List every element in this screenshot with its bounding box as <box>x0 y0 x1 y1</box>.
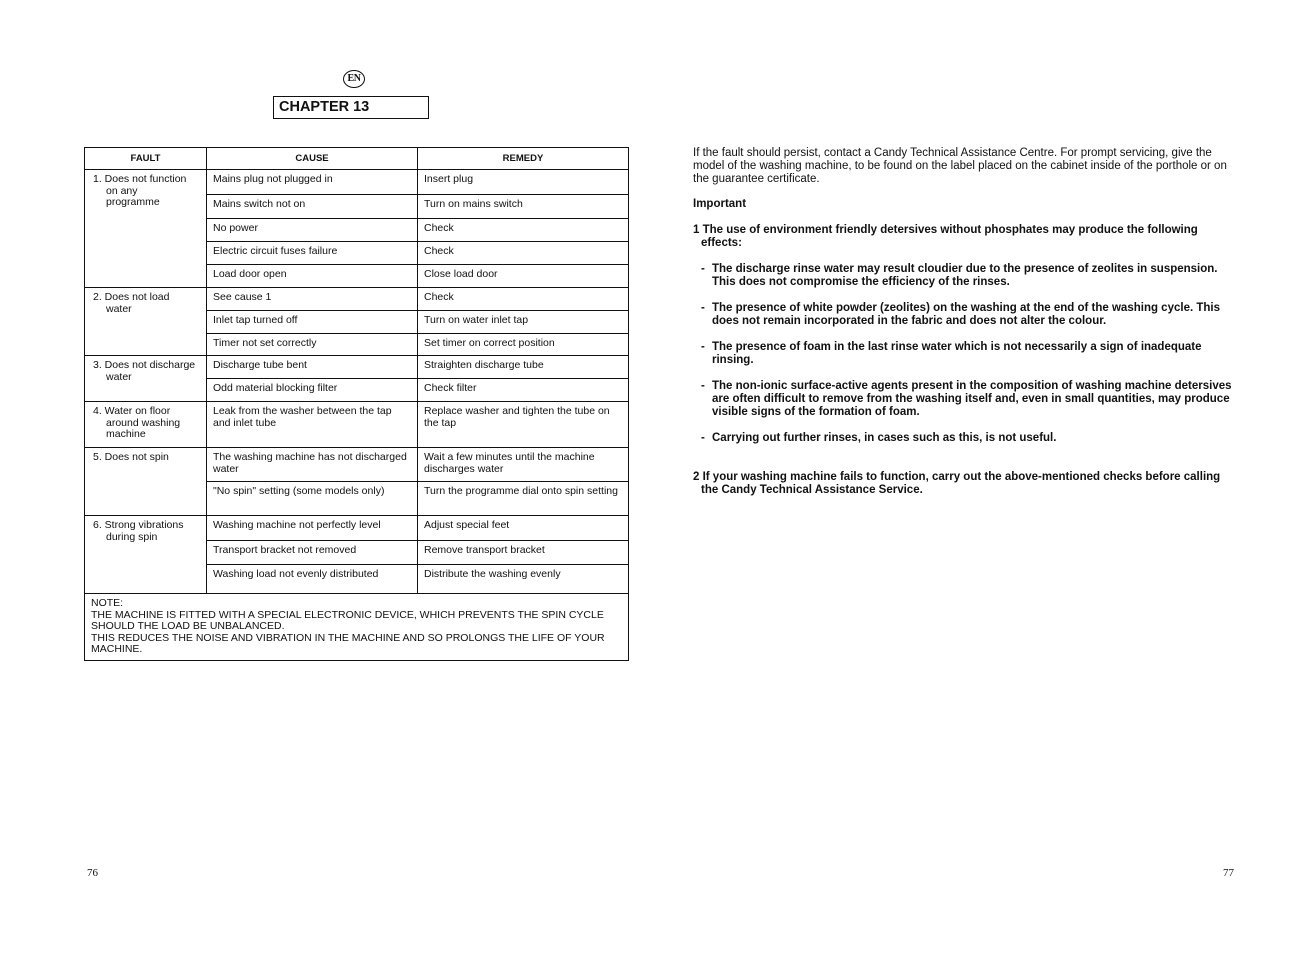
table-row <box>85 448 629 482</box>
fault-label: 5. Does not spin <box>93 451 169 463</box>
dash-marker: - <box>701 302 705 314</box>
cause-cell: See cause 1 <box>207 288 418 311</box>
cause-cell: Washing machine not perfectly level <box>207 516 418 541</box>
table-header-row <box>85 148 629 170</box>
list-item-text: The presence of foam in the last rinse water which is not necessarily a sign of inadequate rinsing. <box>712 341 1202 366</box>
list-item <box>693 432 1233 445</box>
cause-cell: Mains plug not plugged in <box>207 170 418 195</box>
cause-cell: Leak from the washer between the tap and inlet tube <box>207 402 418 448</box>
note-row <box>85 594 629 661</box>
troubleshooting-table <box>84 147 629 661</box>
remedy-cell: Insert plug <box>418 170 629 195</box>
header-remedy: REMEDY <box>418 148 629 170</box>
remedy-cell: Distribute the washing evenly <box>418 565 629 594</box>
dash-marker: - <box>701 263 705 275</box>
cause-cell: Inlet tap turned off <box>207 311 418 334</box>
fault-cell <box>85 448 207 516</box>
remedy-cell: Check filter <box>418 379 629 402</box>
page-number-right: 77 <box>1223 867 1234 879</box>
fault-label: 6. Strong vibrations during spin <box>93 519 184 543</box>
remedy-cell: Wait a few minutes until the machine discharges water <box>418 448 629 482</box>
point-2: 2 If your washing machine fails to function, carry out the above-mentioned checks before calling the Candy Technical Assistance Service. <box>693 471 1221 496</box>
dash-marker: - <box>701 380 705 392</box>
list-item-text: The presence of white powder (zeolites) on the washing at the end of the washing cycle. This does not remain incorporated in the fabric and does not alter the colour. <box>712 302 1220 327</box>
note-title: NOTE: <box>91 597 124 609</box>
fault-label: 3. Does not discharge water <box>93 359 196 383</box>
dash-marker: - <box>701 341 705 353</box>
remedy-cell: Adjust special feet <box>418 516 629 541</box>
list-item-text: The non-ionic surface-active agents present in the composition of washing machine detersives are often difficult to remove from the washing itself and, even in small quantities, may produce visible signs of the formation of foam. <box>712 380 1232 418</box>
remedy-cell: Turn on mains switch <box>418 195 629 219</box>
remedy-cell: Remove transport bracket <box>418 541 629 565</box>
remedy-cell: Set timer on correct position <box>418 334 629 356</box>
cause-cell: Timer not set correctly <box>207 334 418 356</box>
fault-label: 1. Does not function on any programme <box>93 173 187 208</box>
fault-cell <box>85 402 207 448</box>
list-item-text: Carrying out further rinses, in cases such as this, is not useful. <box>712 432 1057 444</box>
table-row <box>85 288 629 311</box>
cause-cell: Load door open <box>207 265 418 288</box>
cause-cell: No power <box>207 219 418 242</box>
cause-cell: Odd material blocking filter <box>207 379 418 402</box>
language-badge-en: EN <box>343 70 365 88</box>
list-item <box>693 380 1233 419</box>
remedy-cell: Turn the programme dial onto spin setting <box>418 482 629 516</box>
fault-cell <box>85 356 207 402</box>
note-line-1: THE MACHINE IS FITTED WITH A SPECIAL ELECTRONIC DEVICE, WHICH PREVENTS THE SPIN CYCLE SHOULD THE LOAD BE UNBALANCED. <box>91 608 604 632</box>
intro-paragraph: If the fault should persist, contact a Candy Technical Assistance Centre. For prompt servicing, give the model of the washing machine, to be found on the label placed on the cabinet inside of the porthole or on the guarantee certificate. <box>693 147 1227 185</box>
header-cause: CAUSE <box>207 148 418 170</box>
cause-cell: Electric circuit fuses failure <box>207 242 418 265</box>
remedy-cell: Close load door <box>418 265 629 288</box>
remedy-cell: Replace washer and tighten the tube on the tap <box>418 402 629 448</box>
effects-list <box>693 263 1233 445</box>
cause-cell: "No spin" setting (some models only) <box>207 482 418 516</box>
table-row <box>85 170 629 195</box>
fault-cell <box>85 516 207 594</box>
list-item <box>693 341 1233 367</box>
remedy-cell: Turn on water inlet tap <box>418 311 629 334</box>
table-row <box>85 516 629 541</box>
page-number-left: 76 <box>87 867 98 879</box>
cause-cell: Mains switch not on <box>207 195 418 219</box>
table-row <box>85 356 629 379</box>
list-item-text: The discharge rinse water may result cloudier due to the presence of zeolites in suspension. This does not compromise the efficiency of the rinses. <box>712 263 1218 288</box>
remedy-cell: Check <box>418 288 629 311</box>
header-fault: FAULT <box>85 148 207 170</box>
list-item <box>693 263 1233 289</box>
cause-cell: Transport bracket not removed <box>207 541 418 565</box>
chapter-title: CHAPTER 13 <box>273 96 429 119</box>
point-1: 1 The use of environment friendly detersives without phosphates may produce the following effects: <box>693 224 1198 249</box>
important-heading: Important <box>693 198 747 210</box>
fault-label: 4. Water on floor around washing machine <box>93 405 181 440</box>
cause-cell: Washing load not evenly distributed <box>207 565 418 594</box>
remedy-cell: Check <box>418 242 629 265</box>
right-page-content <box>693 147 1233 497</box>
fault-cell <box>85 170 207 288</box>
note-line-2: THIS REDUCES THE NOISE AND VIBRATION IN THE MACHINE AND SO PROLONGS THE LIFE OF YOUR MACHINE. <box>91 631 605 655</box>
cause-cell: Discharge tube bent <box>207 356 418 379</box>
list-item <box>693 302 1233 328</box>
remedy-cell: Straighten discharge tube <box>418 356 629 379</box>
note-cell <box>85 594 629 661</box>
table-row <box>85 402 629 448</box>
dash-marker: - <box>701 432 705 444</box>
cause-cell: The washing machine has not discharged water <box>207 448 418 482</box>
fault-label: 2. Does not load water <box>93 291 170 315</box>
fault-cell <box>85 288 207 356</box>
remedy-cell: Check <box>418 219 629 242</box>
